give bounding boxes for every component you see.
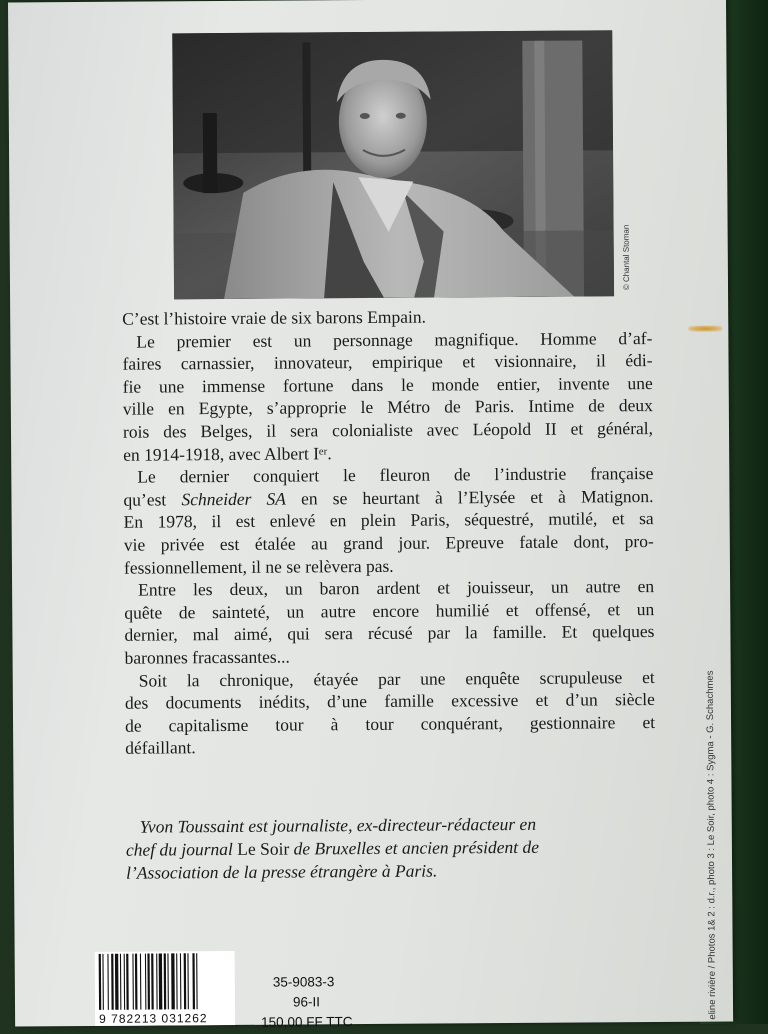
barcode-bar — [164, 953, 167, 1009]
blurb-line: Le premier est un personnage magnifique. Homme d’af- — [136, 327, 653, 352]
blurb-line: défaillant. — [125, 737, 196, 758]
barcode-bar — [126, 954, 129, 1010]
author-photo — [172, 30, 614, 299]
barcode-digits: 9 782213 031262 — [99, 1011, 208, 1026]
barcode-bar — [140, 954, 141, 1010]
barcode-bar — [132, 954, 133, 1010]
barcode-bar — [156, 953, 157, 1009]
barcode-bar — [102, 954, 103, 1010]
bio-text-part: de Bruxelles et ancien président de — [289, 836, 540, 859]
barcode-bar — [120, 954, 121, 1010]
blurb-line: faires carnassier, innovateur, empirique et visionnaire, il édi- — [122, 350, 653, 374]
blurb-line: en 1914-1918, avec Albert Iᵉʳ. — [123, 442, 332, 465]
blurb-line: En 1978, il est enlevé en plein Paris, séquestré, mutilé, et sa — [123, 508, 654, 533]
book-back-cover — [8, 0, 733, 1030]
blurb-text-part: en se heurtant à l’Elysée et à Matignon. — [285, 485, 654, 509]
blurb-line: de capitalisme tour à tour conquérant, gestionnaire et — [124, 711, 656, 736]
barcode-bar — [187, 953, 188, 1009]
blurb-line: Soit la chronique, étayée par une enquête scrupuleuse et — [138, 666, 655, 691]
blurb-line: ville en Egypte, s’approprie le Métro de Paris. Intime de deux — [122, 395, 653, 420]
barcode-bar — [184, 953, 187, 1009]
blurb-line: vie privée est étalée au grand jour. Epreuve fatale dont, pro- — [123, 530, 654, 555]
blurb-opening: C’est l’histoire vraie de six barons Empain. — [122, 306, 427, 329]
blurb-line: rois des Belges, il sera colonialiste avec Léopold II et général, — [122, 417, 654, 442]
barcode-bar — [176, 953, 177, 1009]
blurb-text-part: qu’est — [123, 489, 182, 510]
barcode-bar — [145, 954, 146, 1010]
blurb-line: Entre les deux, un baron ardent et jouisseur, un autre en — [138, 576, 655, 600]
barcode-bar — [151, 954, 154, 1010]
barcode-bar — [192, 953, 195, 1009]
barcode-bar — [99, 954, 102, 1010]
company-name: Schneider SA — [181, 488, 287, 510]
bio-text-part: chef du journal — [125, 838, 238, 860]
blurb-line: des documents inédits, d’une famille excessive et d’un siècle — [124, 689, 655, 713]
barcode-bar — [159, 953, 163, 1009]
blurb-line: quête de sainteté, un autre encore humilié et offensé, et un — [124, 598, 655, 623]
bio-line: Yvon Toussaint est journaliste, ex-directeur-rédacteur en — [139, 813, 537, 837]
barcode-bar — [135, 954, 138, 1010]
blurb-line: Le dernier conquiert le fleuron de l’industrie française — [137, 463, 654, 487]
bio-line: l’Association de la presse étrangère à Paris. — [126, 860, 438, 883]
reference-code: 35-9083-3 — [272, 974, 335, 990]
stain-mark — [688, 326, 722, 332]
barcode-bar — [147, 954, 150, 1010]
barcode-bar — [180, 953, 181, 1009]
barcode-bar — [196, 953, 197, 1009]
newspaper-name: Le Soir — [237, 838, 290, 859]
barcode-bar — [111, 954, 114, 1010]
side-photo-credits: eline rivière / Photos 1& 2 : d.r., photo 3 : Le Soir, photo 4 : Sygma - G. Schachmes — [704, 670, 719, 1020]
barcode-bar — [167, 953, 168, 1009]
blurb-text — [122, 304, 655, 760]
barcode-bar — [124, 954, 125, 1010]
barcode-bar — [115, 954, 119, 1010]
blurb-line: fie une immense fortune dans le monde entier, invente une — [122, 372, 653, 397]
blurb-line: fessionnellement, il ne se relèvera pas. — [123, 555, 394, 578]
edition-code: 96-II — [292, 994, 321, 1010]
barcode-bar — [171, 953, 175, 1009]
author-bio — [126, 812, 646, 884]
photo-credit: © Chantal Stoman — [621, 224, 632, 291]
price: 150,00 FF TTC — [261, 1014, 353, 1030]
blurb-line: dernier, mal aimé, qui sera récusé par la famille. Et quelques — [124, 621, 655, 646]
barcode-bar — [107, 954, 108, 1010]
blurb-line: baronnes fracassantes... — [124, 646, 290, 668]
